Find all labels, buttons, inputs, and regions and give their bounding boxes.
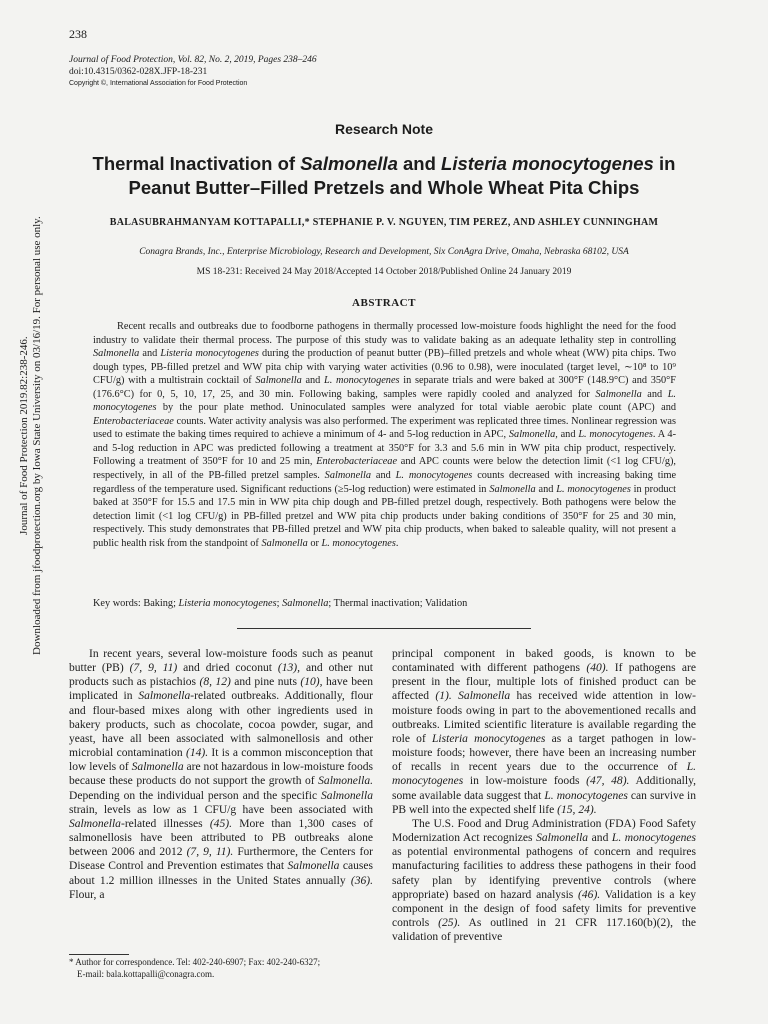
body-text: Furthermore, the Centers for Disease Control and Prevention estimates that: [69, 846, 373, 873]
organism-name: Salmonella: [321, 789, 373, 802]
body-text: are not hazardous in low-moisture foods because these products do not support the growth of: [69, 761, 373, 788]
manuscript-dates: MS 18-231: Received 24 May 2018/Accepted 14 October 2018/Published Online 24 January 2019: [196, 267, 572, 277]
abstract-heading: ABSTRACT: [352, 297, 416, 309]
organism-name: Salmonella.: [318, 775, 373, 788]
abstract-text: . A 4- and 5-log reduction in APC was predicted following a treatment at 350°F for 3.3 and 5.6 min in WW pita chip product, respectively. Following a treatment of 350°F for 10 and 25 min,: [93, 429, 677, 468]
title-italic: Listeria monocytogenes: [441, 153, 654, 174]
body-text: Depending on the individual person and the specific: [69, 789, 322, 802]
abstract-text: by the pour plate method. Uninoculated samples were analyzed for total viable aerobic plate count (APC) and: [156, 402, 676, 414]
body-text: have been implicated in: [69, 676, 373, 703]
keyword-text: ; Thermal inactivation; Validation: [328, 598, 468, 609]
body-text: In recent years, several low-moisture foods such as peanut butter (PB): [69, 648, 373, 675]
title-text: Thermal Inactivation of: [92, 153, 301, 174]
title-text: and: [397, 153, 442, 174]
abstract-text: and: [641, 388, 668, 400]
sidebar-citation: Journal of Food Protection 2019.82:238-246.: [18, 336, 30, 535]
abstract-text: and: [557, 429, 579, 441]
abstract-text: and APC counts were below the detection limit (<1 log CFU/g), respectively, in all of the PB-filled pretzel samples.: [93, 456, 676, 482]
body-text: as potential environmental pathogens of concern and requires manufacturing facilities to address these pathogens in their food safety plan by identifying preventive controls (where appropriate) based on hazard analysis: [392, 846, 696, 901]
authors: BALASUBRAHMANYAM KOTTAPALLI,* STEPHANIE P. V. NGUYEN, TIM PEREZ, AND ASHLEY CUNNINGHAM: [109, 217, 659, 228]
keyword-text: Baking;: [140, 598, 179, 609]
body-text: as a target pathogen in low-moisture foods; however, there have been an increasing number of recalls in recent years due to the occurrence of: [392, 732, 696, 774]
organism-name: Listeria monocytogenes: [432, 732, 546, 745]
abstract-italic: Salmonella: [324, 470, 372, 482]
body-text: has received wide attention in low-moisture foods owing in part to the abovementioned recalls and outbreaks. Limited scientific literature is available regarding the role of: [392, 690, 696, 745]
organism-name: Salmonella: [287, 860, 340, 873]
abstract-italic: L. monocytogenes: [324, 375, 400, 387]
keywords: [93, 598, 676, 609]
body-text: If pathogens are present in the flour, multiple lots of finished product can be affected: [392, 662, 697, 703]
abstract-italic: Listeria monocytogenes: [160, 348, 259, 360]
citation: (7, 9, 11): [129, 662, 178, 675]
organism-name: Salmonella: [458, 690, 511, 703]
body-text: in low-moisture foods: [463, 775, 587, 788]
abstract-italic: Salmonella: [255, 375, 302, 387]
abstract-italic: Salmonella: [489, 483, 536, 495]
abstract-italic: Enterobacteriaceae: [316, 456, 398, 468]
citation: (13),: [277, 662, 301, 675]
organism-name: Salmonella: [138, 690, 191, 703]
body-text: and: [588, 832, 612, 845]
page-number: 238: [69, 27, 87, 41]
body-text: and other nut products such as pistachios: [69, 662, 373, 689]
citation: (40).: [586, 662, 609, 675]
body-text: The U.S. Food and Drug Administration (FDA) Food Safety Modernization Act recognizes: [392, 817, 696, 845]
organism-name: L. monocytogenes: [611, 832, 696, 845]
title-line-2: Peanut Butter–Filled Pretzels and Whole Wheat Pita Chips: [128, 177, 640, 198]
body-paragraph: [392, 817, 696, 944]
abstract-text: in separate trials and were baked at 300°F (148.9°C) and 350°F (176.6°C) for 0, 5, 10, 17, 25, and 30 min. Following baking, samples were rapidly cooled and analyzed for: [93, 375, 677, 400]
body-text: causes about 1.2 million illnesses in the United States annually: [69, 860, 373, 887]
keyword-text: ;: [276, 598, 283, 609]
body-text: Validation is a key component in the design of food safety limits for preventive controls: [392, 888, 696, 929]
footnote: [69, 957, 373, 980]
citation: (10),: [300, 676, 323, 689]
body-column-left: [69, 647, 373, 902]
abstract-text: counts decreased with increasing baking time regardless of the temperature used. Significant reductions (≥5-log reduction) were estimated in: [93, 470, 677, 495]
body-column-right: [392, 647, 696, 944]
citation: (7, 9, 11).: [186, 846, 234, 859]
sidebar-download-note: Downloaded from jfoodprotection.org by Iowa State University on 03/16/19. For personal use only.: [30, 216, 43, 655]
section-label: Research Note: [334, 121, 434, 137]
body-text: More than 1,300 cases of salmonellosis have been attributed to PB outbreaks alone between 2006 and 2012: [69, 817, 373, 859]
footnote-divider: [69, 954, 129, 955]
doi: doi:10.4315/0362-028X.JFP-18-231: [69, 67, 208, 77]
citation: (8, 12): [199, 676, 231, 689]
citation: (1).: [435, 690, 452, 703]
footnote-email: E-mail: bala.kottapalli@conagra.com.: [77, 968, 215, 979]
body-text: Flour, a: [69, 888, 105, 901]
journal-meta: [69, 54, 317, 90]
abstract-italic: Salmonella: [93, 348, 140, 360]
abstract-italic: L. monocytogenes: [395, 470, 473, 482]
abstract-italic: Salmonella: [261, 537, 308, 549]
abstract-text: and: [371, 470, 396, 482]
body-text: -related outbreaks. Additionally, flour and flour-based mixes along with other ingredients used in bakery products, such as chocolate, cocoa powder, sugar, and yeast, have all been associated with salmonellosis and other microbial contamination: [69, 690, 373, 760]
abstract-text: and: [301, 375, 325, 387]
abstract-text: Recent recalls and outbreaks due to foodborne pathogens in thermally processed low-moisture foods highlight the need for the food industry to validate their thermal process. The purpose of this study was to validate baking as an adequate lethality step in controlling: [93, 321, 676, 346]
section-divider: [237, 628, 531, 629]
organism-name: L. monocytogenes: [392, 761, 696, 788]
body-text: and pine nuts: [230, 676, 301, 689]
keyword-italic: Salmonella: [282, 598, 329, 609]
body-text: As outlined in 21 CFR 117.160(b)(2), the validation of preventive: [392, 916, 696, 944]
body-text: principal component in baked goods, is known to be contaminated with different pathogens: [392, 648, 696, 675]
organism-name: Salmonella: [536, 832, 589, 845]
abstract-text: .: [395, 537, 399, 549]
citation: (46).: [578, 888, 601, 901]
abstract-italic: L. monocytogenes: [578, 429, 653, 441]
citation: (47, 48).: [586, 775, 630, 788]
abstract-text: and: [139, 348, 161, 360]
keywords-label: Key words:: [93, 598, 141, 609]
citation: (15, 24).: [557, 803, 597, 816]
affiliation: Conagra Brands, Inc., Enterprise Microbiology, Research and Development, Six ConAgra Drive, Omaha, Nebraska 68102, USA: [139, 247, 629, 257]
organism-name: L. monocytogenes: [544, 789, 628, 802]
journal-line: Journal of Food Protection, Vol. 82, No. 2, 2019, Pages 238–246: [69, 55, 317, 65]
body-text: It is a common misconception that low levels of: [69, 747, 374, 774]
copyright: Copyright ©, International Association for Food Protection: [69, 80, 248, 87]
body-paragraph: [69, 647, 373, 902]
abstract-text: during the production of peanut butter (PB)–filled pretzels and whole wheat (WW) pita chips. Two dough types, PB-filled pretzel and WW pita chip with varying water activities (0.96 to 0.98), were inoculated (target level, ∼10⁸ to 10⁹ CFU/g) with a multistrain cocktail of: [93, 348, 677, 387]
abstract-text: and: [535, 483, 557, 495]
body-paragraph: [392, 647, 696, 817]
body-text: and dried coconut: [177, 662, 278, 675]
abstract-italic: Enterobacteriaceae: [93, 415, 174, 427]
citation: (36).: [350, 874, 373, 887]
footnote-line: * Author for correspondence. Tel: 402-240-6907; Fax: 402-240-6327;: [69, 957, 321, 967]
body-text: Additionally, some available data suggest that: [392, 775, 696, 802]
citation: (14).: [185, 747, 209, 760]
abstract-italic: L. monocytogenes: [556, 483, 631, 495]
body-text: strain, levels as low as 1 CFU/g have been associated with: [69, 803, 373, 816]
abstract-text: or: [307, 537, 322, 549]
abstract-italic: L. monocytogenes: [321, 537, 396, 549]
title-text: in: [653, 153, 676, 174]
body-text: -related illnesses: [120, 817, 210, 830]
abstract-italic: Salmonella,: [508, 429, 558, 441]
abstract-italic: Salmonella: [595, 388, 642, 400]
title-italic: Salmonella: [300, 153, 398, 174]
paper-title: [40, 152, 728, 200]
organism-name: Salmonella: [69, 817, 121, 830]
keyword-italic: Listeria monocytogenes: [178, 598, 277, 609]
abstract-text: counts. Water activity analysis was also performed. The experiment was replicated three times. Nonlinear regression was used to estimate the baking times required to achieve a minimum of 4- and 5-log reduction in APC,: [93, 415, 676, 441]
abstract-text: in product baked at 350°F for 15.5 and 17.5 min in WW pita chip dough and PB-filled pretzel dough, respectively. Both pathogens were below the detection limit (<1 log CFU/g) in PB-filled pretzel and WW pita chip products under baking conditions of 350°F for 25 and 30 min, respectively. This study demonstrates that PB-filled pretzel and WW pita chip products, when baked to saleable quality, will not present a public health risk from the standpoint of: [93, 483, 676, 549]
organism-name: Salmonella: [131, 761, 184, 774]
citation: (25).: [438, 916, 461, 929]
abstract-body: [93, 320, 676, 550]
body-text: can survive in PB well into the expected shelf life: [392, 789, 696, 816]
abstract-italic: L. monocytogenes: [93, 388, 677, 414]
citation: (45).: [209, 817, 232, 830]
